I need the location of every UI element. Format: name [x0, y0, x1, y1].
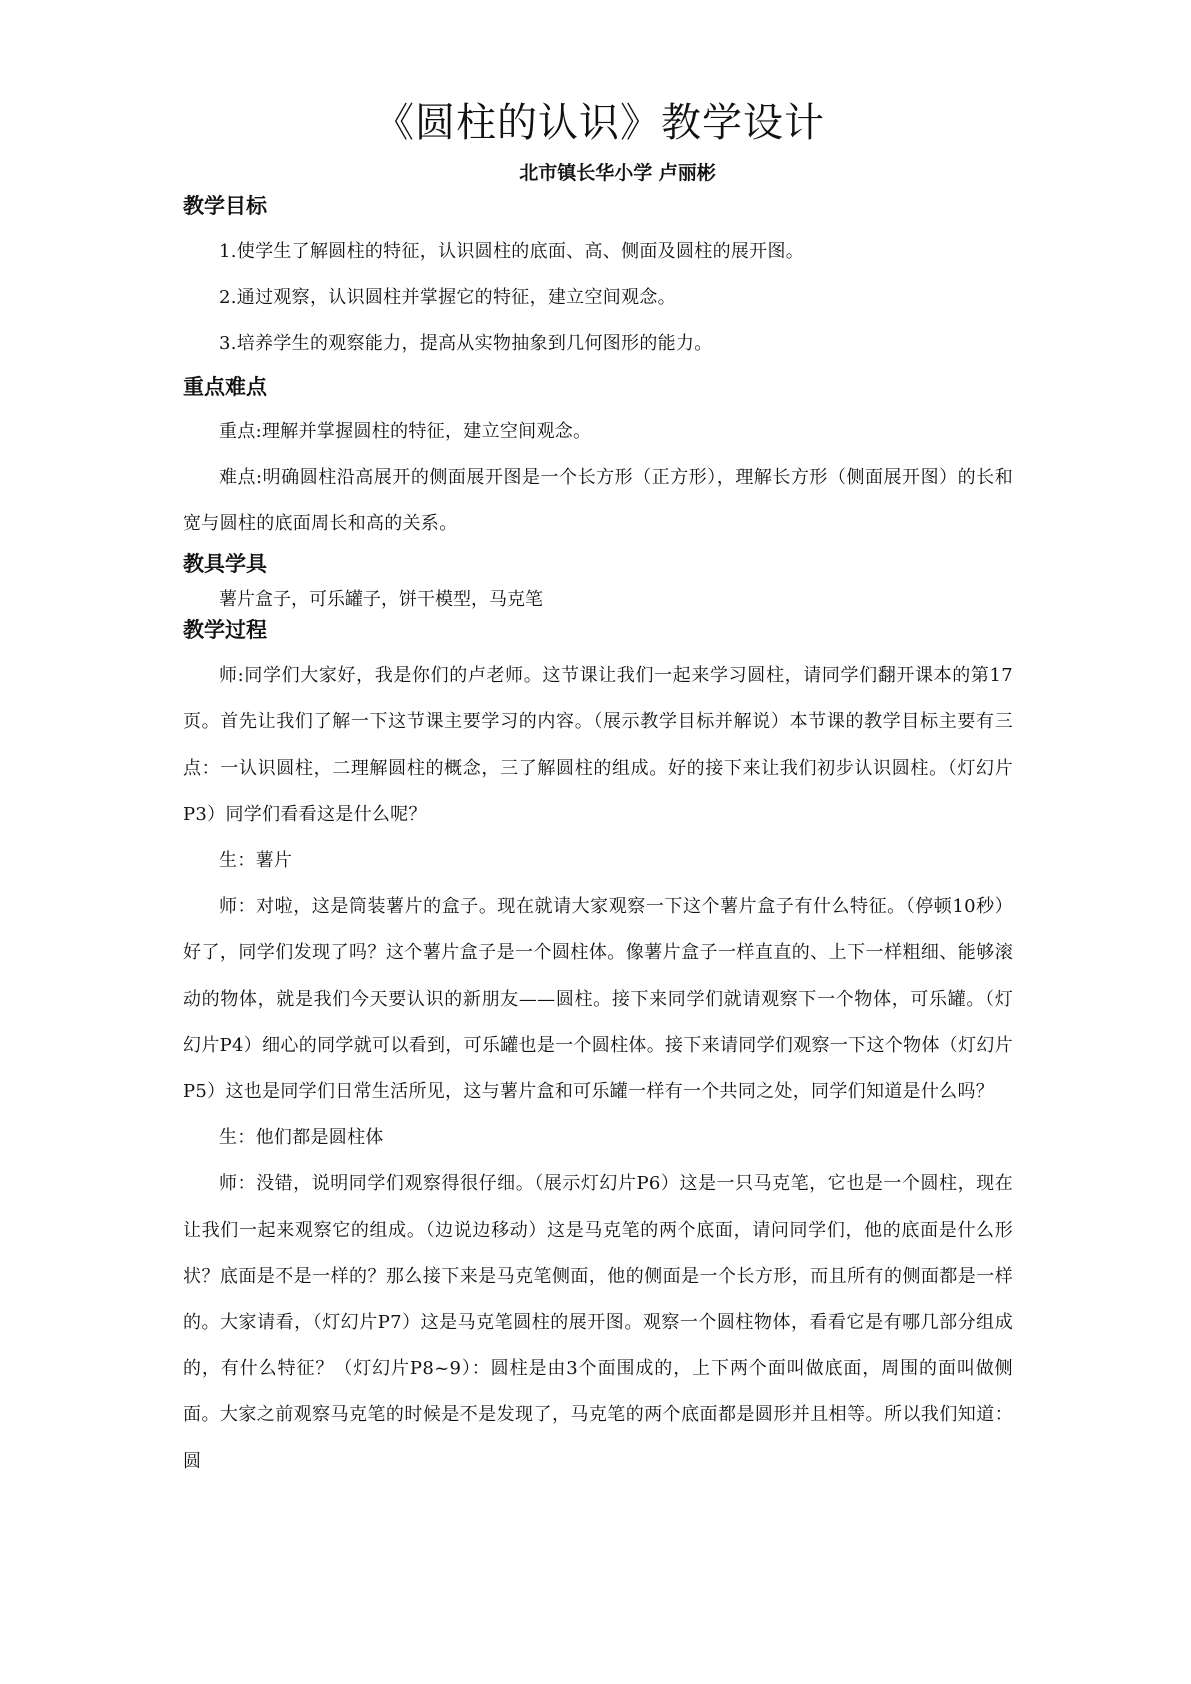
goal-item: 3.培养学生的观察能力，提高从实物抽象到几何图形的能力。 [219, 333, 713, 355]
heading-teaching-goals: 教学目标 [183, 194, 267, 218]
heading-teaching-process: 教学过程 [183, 618, 267, 643]
process-paragraph: 生：他们都是圆柱体 [219, 1127, 384, 1149]
document-title: 《圆柱的认识》教学设计 [374, 100, 825, 146]
teaching-goals-list [183, 229, 1013, 368]
goal-item: 1.使学生了解圆柱的特征，认识圆柱的底面、高、侧面及圆柱的展开图。 [219, 241, 805, 262]
heading-key-points: 重点难点 [183, 374, 267, 399]
heading-teaching-tools: 教具学具 [183, 552, 267, 577]
key-points-block [183, 409, 1013, 548]
author-line: 北市镇长华小学 卢丽彬 [519, 162, 716, 184]
process-paragraph: 师：对啦，这是筒装薯片的盒子。现在就请大家观察一下这个薯片盒子有什么特征。（停顿10秒）好了，同学们发现了吗？这个薯片盒子是一个圆柱体。像薯片盒子一样直直的、上下一样粗细、能够滚动的物体，就是我们今天要认识的新朋友——圆柱。接下来同学们就请观察下一个物体，可乐罐。（灯幻片P4）细心的同学就可以看到，可乐罐也是一个圆柱体。接下来请同学们观察一下这个物体（灯幻片P5）这也是同学们日常生活所见，这与薯片盒和可乐罐一样有一个共同之处，同学们知道是什么吗？ [183, 896, 1013, 1103]
process-paragraph: 生：薯片 [219, 850, 293, 872]
key-point-text: 重点:理解并掌握圆柱的特征，建立空间观念。 [219, 420, 592, 442]
document-body [183, 189, 1013, 1485]
difficulty-text: 难点:明确圆柱沿高展开的侧面展开图是一个长方形（正方形），理解长方形（侧面展开图）的长和宽与圆柱的底面周长和高的关系。 [183, 466, 1013, 535]
teaching-tools-text: 薯片盒子，可乐罐子，饼干模型，马克笔 [219, 589, 543, 611]
goal-item: 2.通过观察，认识圆柱并掌握它的特征，建立空间观念。 [219, 287, 676, 309]
teaching-process-block [183, 653, 1013, 1485]
process-paragraph: 师:同学们大家好，我是你们的卢老师。这节课让我们一起来学习圆柱，请同学们翻开课本的第17页。首先让我们了解一下这节课主要学习的内容。（展示教学目标并解说）本节课的教学目标主要有三点：一认识圆柱，二理解圆柱的概念，三了解圆柱的组成。好的接下来让我们初步认识圆柱。（灯幻片P3）同学们看看这是什么呢？ [183, 665, 1013, 825]
process-paragraph: 师：没错，说明同学们观察得很仔细。（展示灯幻片P6）这是一只马克笔，它也是一个圆柱，现在让我们一起来观察它的组成。（边说边移动）这是马克笔的两个底面，请问同学们，他的底面是什么形状？底面是不是一样的？那么接下来是马克笔侧面，他的侧面是一个长方形，而且所有的侧面都是一样的。大家请看，（灯幻片P7）这是马克笔圆柱的展开图。观察一个圆柱物体，看看它是有哪几部分组成的，有什么特征？（灯幻片P8~9）：圆柱是由3个面围成的，上下两个面叫做底面，周围的面叫做侧面。大家之前观察马克笔的时候是不是发现了，马克笔的两个底面都是圆形并且相等。所以我们知道：圆 [183, 1173, 1013, 1472]
